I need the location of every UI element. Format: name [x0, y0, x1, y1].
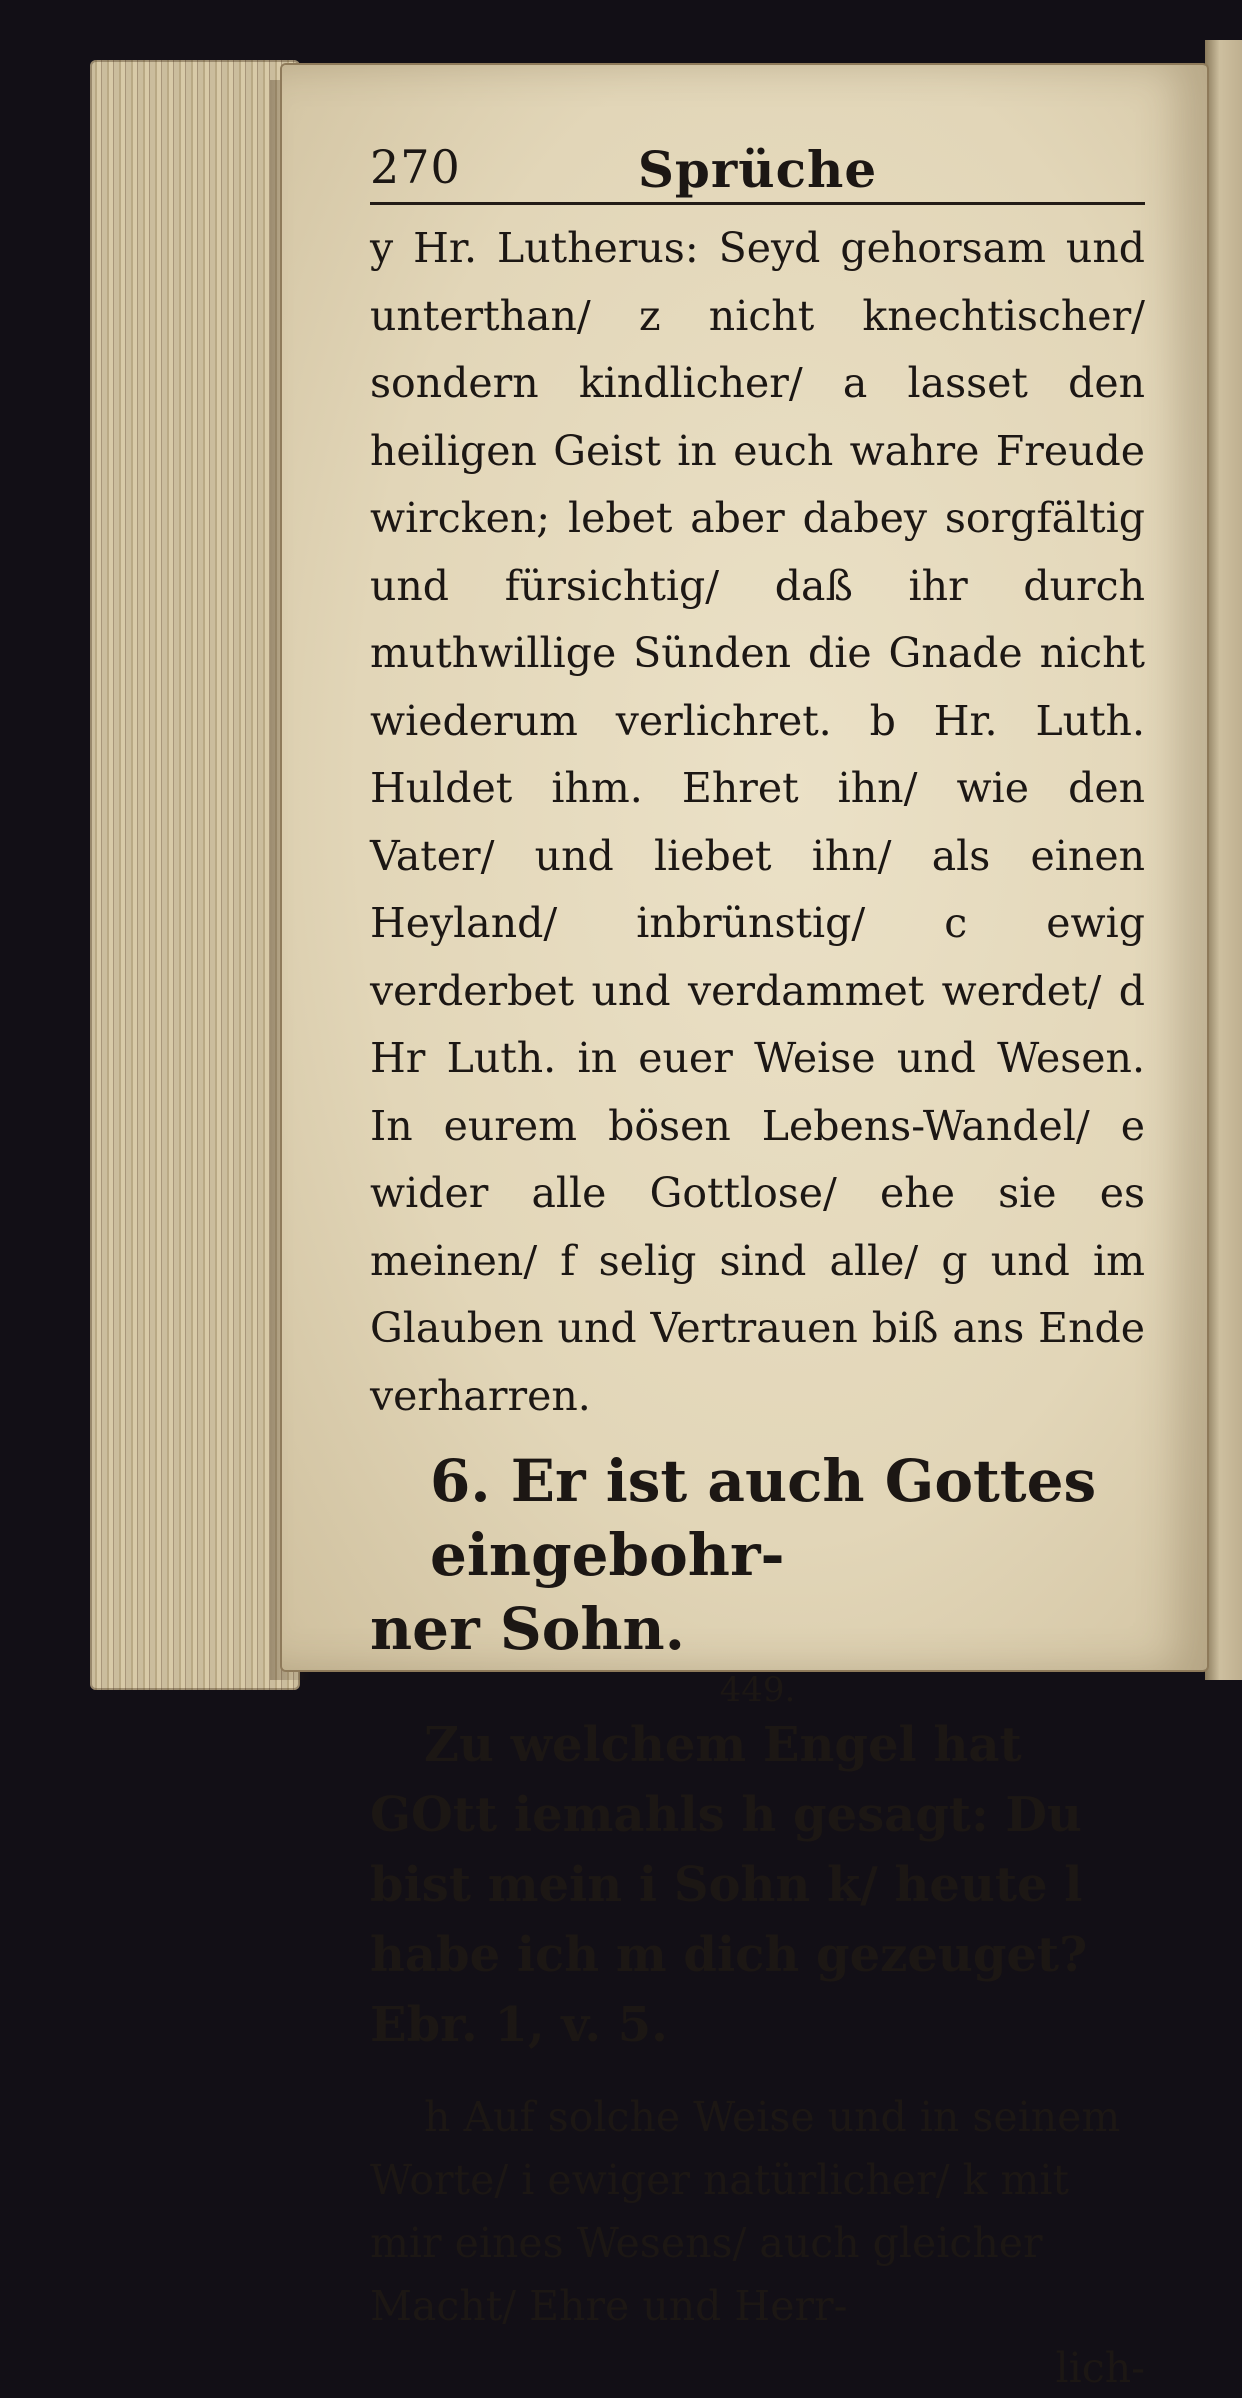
- bible-verse: Zu welchem Engel hat GOtt iemahls h gesagt: Du bist mein i Sohn k/ heute l habe ich m dich gezeuget? Ebr. 1, v. 5.: [370, 1717, 1088, 2053]
- footnote-paragraph: h Auf solche Weise und in seinem Worte/ i ewiger natürlicher/ k mit mir eines Wesens/ auch gleicher Macht/ Ehre und Herr-: [370, 2093, 1121, 2330]
- commentary-paragraph: y Hr. Lutherus: Seyd gehorsam und unterthan/ z nicht knechtischer/ sondern kindlicher/ a lasset den heiligen Geist in euch wahre Freude wircken; lebet aber dabey sorgfältig und fürsichtig/ daß ihr durch muthwillige Sünden die Gnade nicht wiederum verlichret. b Hr. Luth. Huldet ihm. Ehret ihn/ wie den Vater/ und liebet ihn/ als einen Heyland/ inbrünstig/ c ewig verderbet und verdammet werdet/ d Hr Luth. in euer Weise und Wesen. In eurem bösen Lebens-Wandel/ e wider alle Gottlose/ ehe sie es meinen/ f selig sind alle/ g und im Glauben und Vertrauen biß ans Ende verharren.: [370, 224, 1145, 1420]
- section-heading-line-2: ner Sohn.: [370, 1595, 685, 1663]
- section-heading-line-1: 6. Er ist auch Gottes eingebohr-: [430, 1447, 1097, 1589]
- running-head-title: Sprüche: [637, 140, 878, 199]
- item-number: 449.: [719, 1670, 796, 1710]
- section-heading: [370, 1444, 1145, 1666]
- catchword: lich-: [1055, 2344, 1145, 2392]
- page-content: [370, 140, 1145, 2398]
- facing-page-edge: [1205, 40, 1242, 1680]
- page-number: 270: [370, 140, 461, 194]
- running-head: [370, 140, 1145, 205]
- page-edges: [90, 60, 300, 1690]
